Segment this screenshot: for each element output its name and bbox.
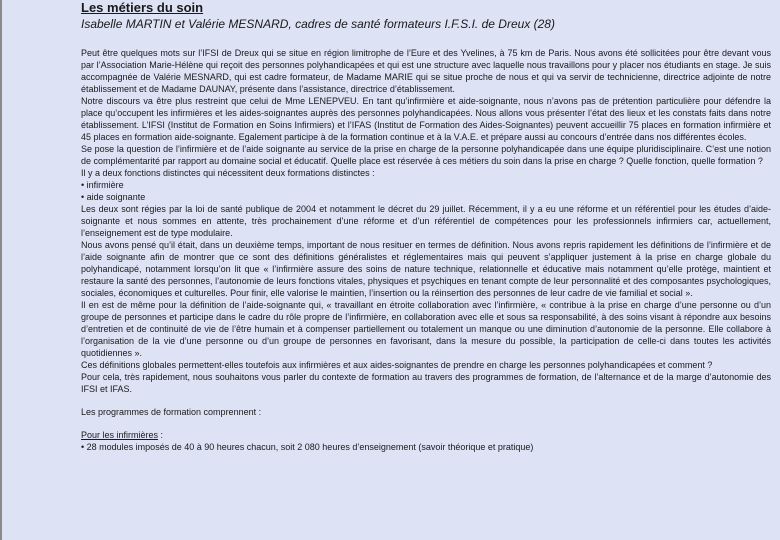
paragraph: Peut être quelques mots sur l’IFSI de Dreux qui se situe en région limitrophe de l’Eure et des Yvelines, à 75 km de Paris. Nous avons été sollicitées pour être devant vous par l’Association Marie-Hélène qui reçoit des personnes polyhandicapées et qui est une structure avec laquelle nous travaillons pour y placer nos étudiants en stage. Je suis accompagnée de Valérie MESNARD, qui est cadre formateur, de Madame MARIE qui se situe proche de nous et qui va servir de technicienne, directrice adjointe de notre établissement et de Madame DAUNAY, présente dans l’assistance, directrice d’établissement. [81, 48, 771, 94]
bullet-item: • infirmière [81, 180, 124, 190]
infirmiers-heading [81, 429, 771, 441]
paragraph: Nous avons pensé qu’il était, dans un deuxième temps, important de nous resituer en termes de définition. Nous avons repris rapidement les définitions de l’infirmière et de l’aide soignante afin de montrer que ce sont des définitions généralistes et réglementaires mais qui peuvent s’appliquer justement à la prise en charge globale du polyhandicapé, notamment lorsqu’on lit que « l’infirmière assure des soins de nature technique, relationnelle et éducative mais notamment qu’elle protège, maintient et restaure la santé des personnes, l’autonomie de leurs fonctions vitales, physiques et psychiques en tenant compte de leur personnalité et des composantes psychologiques, sociales, économiques et culturelles. Pour finir, elle valorise le maintien, l’insertion ou la réinsertion des personnes de leur cadre de vie familial et social ». [81, 240, 771, 298]
bullet-item: • aide soignante [81, 192, 146, 202]
page-title: Les métiers du soin [81, 0, 204, 15]
paragraph: Il en est de même pour la définition de l’aide-soignante qui, « travaillant en étroite collaboration avec l’infirmière, « contribue à la prise en charge d’une personne ou d’un groupe de personnes et participe dans le cadre du rôle propre de l’infirmière, en collaboration avec elle et sous sa responsabilité, à des soins visant à répondre aux besoins d’entretien et de continuité de vie de l’être humain et à compenser partiellement ou totalement un manque ou une diminution d’autonomie de la personne. Elle collabore à l’organisation de la vie d’une personne ou d’un groupe de personnes en favorisant, dans la mesure du possible, la participation de celle-ci dans toutes les activités quotidiennes ». [81, 300, 771, 358]
paragraph: Les deux sont régies par la loi de santé publique de 2004 et notamment le décret du 29 juillet. Récemment, il y a eu une réforme et un référentiel pour les études d’aide-soignante et nous sommes en attente, très prochainement d’une réforme et d’un référentiel de compétences pour les professionnels infirmiers car, actuellement, l’enseignement est de type modulaire. [81, 204, 771, 238]
left-border [0, 0, 2, 540]
bullet-item: • 28 modules imposés de 40 à 90 heures chacun, soit 2 080 heures d’enseignement (savoir théorique et pratique) [81, 442, 534, 452]
paragraph: Notre discours va être plus restreint que celui de Mme LENEPVEU. En tant qu’infirmière et aide-soignante, nous n’avons pas de prétention particulière pour défendre la place qu’occupent les infirmières et les aides-soignantes auprès des personnes polyhandicapées. Nous allons vous présenter l’état des lieux et les constats faits dans notre établissement. L’IFSI (Institut de Formation en Soins Infirmiers) et l’IFAS (Institut de Formation des Aides-Soignantes) peuvent accueillir 75 places en formation infirmière et 45 places en formation aide-soignante. Egalement participe à de la formation continue et à la V.A.E. et prépare aussi au concours d’entrée dans nos différentes écoles. [81, 96, 771, 142]
paragraph: Se pose la question de l’infirmière et de l’aide soignante au service de la prise en charge de la personne polyhandicapée dans une équipe pluridisciplinaire. C’est une notion de complémentarité par rapport au domaine social et éducatif. Quelle place est réservée à ces métiers du soin dans la prise en charge ? Quelle fonction, quelle formation ? [81, 144, 771, 166]
document-body [81, 47, 771, 453]
paragraph: Ces définitions globales permettent-elles toutefois aux infirmières et aux aides-soignantes de prendre en charge les personnes polyhandicapées et comment ? [81, 360, 713, 370]
page-subtitle: Isabelle MARTIN et Valérie MESNARD, cadres de santé formateurs I.F.S.I. de Dreux (28) [81, 17, 555, 31]
infirmiers-label: Pour les infirmières [81, 430, 159, 440]
paragraph: Il y a deux fonctions distinctes qui nécessitent deux formations distinctes : [81, 168, 375, 178]
infirmiers-colon: : [158, 430, 164, 440]
document-content [81, 0, 771, 540]
paragraph: Pour cela, très rapidement, nous souhaitons vous parler du contexte de formation au travers des programmes de formation, de l’alternance et de la marge d’autonomie des IFSI et IFAS. [81, 372, 771, 394]
programmes-heading: Les programmes de formation comprennent : [81, 407, 262, 417]
